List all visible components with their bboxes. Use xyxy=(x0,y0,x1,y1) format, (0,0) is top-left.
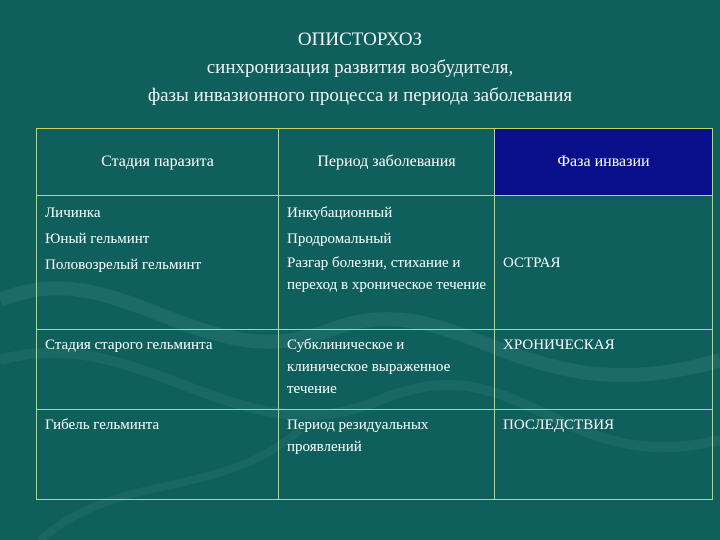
stage-young-helminth: Юный гельминт xyxy=(45,231,150,247)
slide-title xyxy=(0,26,720,110)
period-prodromal: Продромальный xyxy=(287,231,392,247)
table-row-chronic xyxy=(37,330,713,410)
phase-chronic: ХРОНИЧЕСКАЯ xyxy=(503,337,615,353)
period-incubation: Инкубационный xyxy=(287,205,393,221)
cell-stages-acute xyxy=(37,196,279,330)
table-row-acute xyxy=(37,196,713,330)
title-line-1: ОПИСТОРХОЗ xyxy=(297,29,423,50)
cell-phase-acute xyxy=(495,196,713,330)
stage-old-helminth: Стадия старого гельминта xyxy=(45,337,213,353)
period-peak: Разгар болезни, стихание и переход в хроническое течение xyxy=(287,255,487,293)
table-header-row xyxy=(37,129,713,196)
phase-consequences: ПОСЛЕДСТВИЯ xyxy=(503,417,615,433)
stage-larva: Личинка xyxy=(45,205,101,221)
synchronization-table xyxy=(36,128,713,500)
cell-stages-consequences xyxy=(37,410,279,500)
cell-phase-consequences xyxy=(495,410,713,500)
period-residual: Период резидуальных проявлений xyxy=(287,417,429,455)
stage-helminth-death: Гибель гельминта xyxy=(45,417,160,433)
cell-stages-chronic xyxy=(37,330,279,410)
header-stage: Стадия паразита xyxy=(37,129,279,196)
period-clinical: Субклиническое и клиническое выраженное течение xyxy=(287,337,451,397)
title-line-2: синхронизация развития возбудителя, xyxy=(206,57,514,78)
title-line-3: фазы инвазионного процесса и периода заболевания xyxy=(147,85,573,106)
cell-periods-consequences xyxy=(279,410,495,500)
table-row-consequences xyxy=(37,410,713,500)
header-phase: Фаза инвазии xyxy=(495,129,713,196)
stage-mature-helminth: Половозрелый гельминт xyxy=(45,257,202,273)
header-period: Период заболевания xyxy=(279,129,495,196)
cell-phase-chronic xyxy=(495,330,713,410)
cell-periods-chronic xyxy=(279,330,495,410)
phase-acute: ОСТРАЯ xyxy=(503,254,561,271)
cell-periods-acute xyxy=(279,196,495,330)
